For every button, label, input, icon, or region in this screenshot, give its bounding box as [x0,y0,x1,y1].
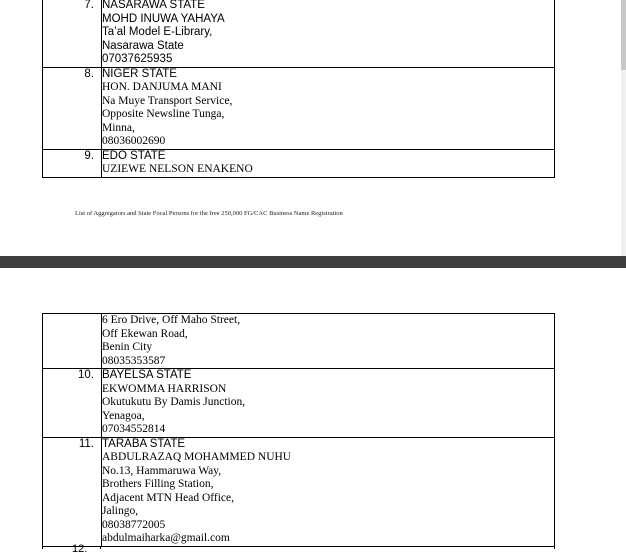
row-number-cell [43,0,102,67]
detail-line: 6 Ero Drive, Off Maho Street, [102,314,241,326]
focal-person-details-cell [102,0,555,67]
detail-line: TARABA STATE [102,437,186,450]
detail-line: Jalingo, [102,505,139,517]
focal-persons-table-top [42,0,555,178]
detail-line: 08038772005 [102,518,166,531]
table-row [43,67,555,149]
detail-line: NASARAWA STATE [102,0,205,11]
page-divider [0,256,626,268]
detail-line: Yenagoa, [102,409,145,422]
detail-line: HON. DANJUMA MANI [102,81,222,93]
table-row-partial [42,547,555,549]
detail-line: NIGER STATE [102,67,177,80]
row-number: 7. [84,0,94,11]
row-number: 11. [78,437,94,450]
detail-line: Off Ekewan Road, [102,327,188,340]
detail-line: BAYELSA STATE [102,369,192,381]
detail-line: Benin City [102,341,153,353]
detail-line: abdulmaiharka@gmail.com [102,532,230,544]
page-footer-note: List of Aggregators and State Focal Persons for the free 250,000 FG/CAC Business Name Registration [75,210,343,217]
row-number-cell [43,314,102,369]
focal-person-details-cell [102,369,555,438]
document-page-top [0,0,626,256]
detail-line: 07034552814 [102,423,166,435]
document-page-bottom [0,268,626,555]
detail-line: Okutukutu By Damis Junction, [102,396,246,408]
page-scrollbar[interactable] [621,0,626,256]
detail-line: UZIEWE NELSON ENAKENO [102,163,253,175]
scrollbar-thumb[interactable] [621,0,626,70]
detail-line: Na Muye Transport Service, [102,94,233,107]
detail-line: Nasarawa State [102,39,184,52]
detail-line: EDO STATE [102,149,166,162]
detail-line: EKWOMMA HARRISON [102,382,227,395]
table-row [43,437,555,546]
focal-person-details-cell [102,149,555,177]
row-number-partial: 12. [72,543,88,555]
detail-line: 08036002690 [102,135,166,147]
focal-person-details-cell [102,437,555,546]
focal-person-details-cell [102,314,555,369]
detail-line: Adjacent MTN Head Office, [102,491,234,504]
detail-line: Brothers Filling Station, [102,478,214,490]
row-number: 9. [84,149,94,162]
row-number-cell [43,149,102,177]
table-row [43,314,555,369]
detail-line: Opposite Newsline Tunga, [102,108,225,120]
row-number: 8. [84,67,94,80]
table-row [43,149,555,177]
focal-person-details-cell [102,67,555,149]
row-number-cell [43,369,102,438]
detail-line: Minna, [102,121,135,134]
table-row [43,0,555,67]
detail-line: 08035353587 [102,354,166,367]
detail-line: ABDULRAZAQ MOHAMMED NUHU [102,451,292,463]
detail-line: Ta’al Model E-Library, [102,26,213,38]
table-row [43,369,555,438]
row-number-cell [43,67,102,149]
detail-line: MOHD INUWA YAHAYA [102,12,225,25]
detail-line: 07037625935 [102,53,173,65]
detail-line: No.13, Hammaruwa Way, [102,464,222,477]
row-number: 10. [78,369,94,381]
